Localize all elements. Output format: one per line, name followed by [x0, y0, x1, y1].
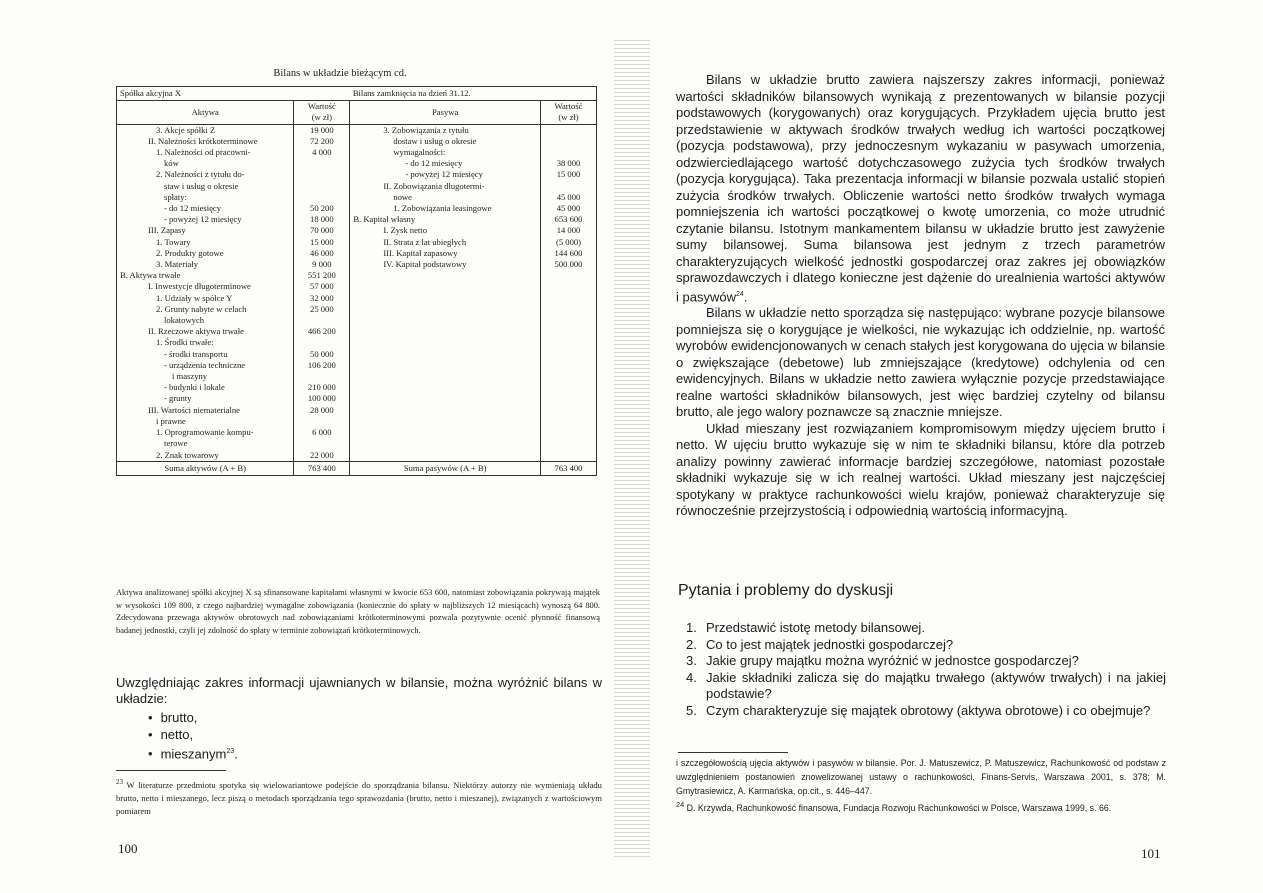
list-item: [686, 620, 1166, 637]
table-row-label: 1. Środki trwałe:: [156, 337, 214, 348]
assets-total-value: 763 400: [294, 461, 350, 475]
table-row-value: [297, 169, 346, 180]
table-row-label: - grunty: [164, 393, 192, 404]
table-row-label: lokatowych: [164, 315, 205, 326]
liabilities-header: Pasywa: [350, 101, 541, 124]
table-row-value: [297, 315, 346, 326]
table-row-label: - do 12 miesięcy: [405, 158, 463, 169]
table-row-value: 50 200: [310, 203, 334, 214]
table-row-value: [297, 192, 346, 203]
table-row-label: 1. Towary: [156, 236, 191, 247]
table-row-label: - środki transportu: [164, 348, 228, 359]
table-row-value: [297, 337, 346, 348]
assets-value-header: [294, 101, 350, 124]
table-row-label: spłaty:: [164, 191, 187, 202]
table-row-label: - do 12 miesięcy: [164, 203, 222, 214]
table-row-value: [297, 181, 346, 192]
table-row-label: I. Inwestycje długoterminowe: [148, 281, 251, 292]
table-caption: Bilans w układzie bieżącym cd.: [273, 68, 407, 79]
table-row-value: 106 200: [307, 359, 336, 370]
list-item: • netto,: [148, 726, 238, 743]
table-row-value: 32 000: [310, 292, 334, 303]
right-footnotes: [676, 756, 1166, 815]
table-row-label: dostaw i usług o okresie: [393, 135, 477, 146]
question-number: 5.: [686, 702, 697, 718]
table-row-value: 70 000: [310, 225, 334, 236]
value-header-line1: Wartość: [554, 101, 583, 112]
table-row-value: 9 000: [312, 259, 332, 270]
table-row-label: i prawne: [156, 415, 186, 426]
table-row-label: 1. Należności od pracowni-: [156, 147, 251, 158]
table-row-label: III. Wartości niematerialne: [148, 404, 240, 415]
page-number-right: 101: [1141, 846, 1161, 861]
table-row-value: 45 000: [556, 191, 581, 202]
table-row-value: 25 000: [310, 303, 334, 314]
balance-title: Bilans zamknięcia na dzień 31.12.: [352, 88, 471, 98]
table-row-value: 45 000: [556, 203, 581, 214]
liabilities-labels-column: [350, 124, 541, 461]
table-row-label: - powyżej 12 miesięcy: [164, 214, 242, 225]
table-row-label: nowe: [393, 191, 412, 202]
table-row-value: 500 000: [554, 259, 583, 270]
table-row-label: 3. Akcje spółki Z: [156, 124, 216, 135]
footnote-continuation: i szczegółowością ujęcia aktywów i pasywów w bilansie. Por. J. Matuszewicz, P. Matuszewicz, Rachunkowość od podstaw z uwzględnieniem postanowień znowelizowanej ustawy o rachunkowości, Finans-Servis, Warszawa 2001, s. 378; M. Gmytrasiewicz, A. Karmańska, op.cit., s. 446–447.: [676, 758, 1166, 796]
table-row-value: [544, 136, 593, 147]
liabilities-total-value: 763 400: [541, 461, 597, 475]
list-item-end: .: [234, 746, 238, 762]
company-name: Spółka akcyjna X: [120, 88, 182, 98]
question-number: 3.: [686, 653, 697, 668]
table-row-value: (5 000): [555, 236, 582, 247]
table-row-value: 4 000: [312, 147, 332, 158]
table-row-label: II. Zobowiązania długotermi-: [383, 180, 485, 191]
question-text: Przedstawić istotę metody bilansowej.: [706, 620, 925, 635]
footnote-number: 23: [116, 778, 123, 786]
list-item: [686, 703, 1166, 720]
company-cell: [117, 87, 350, 101]
question-number: 2.: [686, 636, 697, 652]
list-item: • brutto,: [148, 709, 238, 726]
table-row-value: 6 000: [312, 427, 332, 438]
table-row-value: [297, 371, 346, 382]
list-item: [686, 653, 1166, 670]
footnote-number: 24: [676, 800, 685, 809]
paragraph: Układ mieszany jest rozwiązaniem kompromisowym między ujęciem brutto i netto. W ujęciu brutto wykazuje się w nim te składniki bilansu, które dla potrzeb analizy powinny zawierać informacje bardziej szczegółowe, natomiast pozostałe składniki wykazuje się w ich realnej wartości. Układ mieszany jest najczęściej spotykany w praktyce rachunkowości wielu krajów, ponieważ charakteryzuje się równocześnie przejrzystością i odpowiednią wartością informacyjną.: [676, 420, 1165, 519]
question-text: Co to jest majątek jednostki gospodarczej?: [706, 636, 954, 652]
table-row-label: III. Zapasy: [148, 225, 186, 236]
table-row-value: [297, 158, 346, 169]
footnote-ref: 24: [735, 290, 744, 298]
table-row-label: 2. Produkty gotowe: [156, 247, 224, 258]
table-row-value: [544, 181, 593, 192]
table-row-label: 1. Zobowiązania leasingowe: [393, 203, 492, 214]
table-row-value: 551 200: [307, 270, 336, 281]
paragraph-text: Bilans w układzie brutto zawiera najszerszy zakres informacji, ponieważ wartości składników bilansowych wynikają z prezentowanych w bilansie pozycji podstawowych (korygowanych) oraz korygujących. Przykładem ujęcia brutto jest przedstawienie w aktywach środków trwałych według ich wartości początkowej (pozycja podstawowa), przy jednoczesnym wykazaniu w pasywach umorzenia, odzwierciedlającego wartość dotychczasowego zużycia tych środków trwałych (pozycja korygująca). Taka prezentacja informacji w bilansie pozwala ustalić stopień zużycia środków trwałych. Obliczenie wartości netto środków trwałych wymaga pomniejszenia ich wartości początkowej o kwotę umorzenia, co może utrudnić czytanie bilansu. Istotnym mankamentem bilansu w układzie brutto jest zawyżenie sumy bilansowej. Suma bilansowa jest jednym z trzech parametrów charakteryzujących wielkość jednostki gospodarczej oraz zakres jej obowiązków sprawozdawczych i dlatego konieczne jest dążenie do urealnienia wartości aktywów i pasywów: [676, 72, 1165, 304]
footnote-ref: 23: [226, 748, 235, 755]
table-note: Aktywa analizowanej spółki akcyjnej X są sfinansowane kapitałami własnymi w kwocie 653 600, natomiast zobowiązania pokrywają majątek w wysokości 109 800, z czego najbardziej wymagalne zobowiązania (koniecznie do spłaty w najbliższych 12 miesiącach) wynoszą 64 800. Zdecydowana przewaga aktywów obrotowych nad zobowiązaniami krótkoterminowymi pozwala pozytywnie ocenić płynność finansową badanej jednostki, czyli jej zdolność do spłaty w terminie zobowiązań krótkoterminowych.: [116, 588, 600, 635]
footnote-text: D. Krzywda, Rachunkowość finansowa, Fundacja Rozwoju Rachunkowości w Polsce, Warszawa 1999, s. 66.: [686, 802, 1112, 813]
balance-sheet-table: [116, 86, 597, 476]
table-row-label: B. Aktywa trwałe: [120, 270, 181, 281]
value-header-line1: Wartość: [307, 101, 336, 112]
table-row-label: II. Rzeczowe aktywa trwałe: [148, 326, 244, 337]
table-row-label: IV. Kapitał podstawowy: [383, 259, 467, 270]
question-number: 1.: [686, 620, 697, 635]
table-row-label: 1. Oprogramowanie kompu-: [156, 427, 254, 438]
table-row-label: 1. Udziały w spółce Y: [156, 292, 233, 303]
table-row-value: [297, 438, 346, 449]
table-row-label: - powyżej 12 miesięcy: [405, 169, 483, 180]
table-row-value: [544, 147, 593, 158]
table-row-value: 28 000: [310, 404, 334, 415]
table-row-label: terowe: [164, 438, 188, 449]
question-text: Jakie grupy majątku można wyróżnić w jednostce gospodarczej?: [706, 653, 1079, 668]
question-text: Czym charakteryzuje się majątek obrotowy (aktywa obrotowe) i co obejmuje?: [706, 702, 1151, 718]
table-row-label: 2. Grunty nabyte w celach: [156, 303, 247, 314]
table-row-value: 15 000: [556, 169, 581, 180]
table-row-value: 210 000: [307, 382, 336, 393]
table-row-label: - urządzenia techniczne: [164, 359, 246, 370]
table-row-value: 57 000: [310, 281, 334, 292]
table-row-value: [297, 416, 346, 427]
assets-header: Aktywa: [117, 101, 294, 124]
table-row-value: 46 000: [310, 247, 334, 258]
table-row-label: I. Zysk netto: [383, 225, 427, 236]
table-row-value: 144 600: [554, 247, 583, 258]
table-row-value: 22 000: [310, 449, 334, 460]
list-item: [686, 637, 1166, 654]
list-item: [686, 670, 1166, 703]
table-row-label: ków: [164, 158, 179, 169]
table-row-label: II. Strata z lat ubiegłych: [383, 236, 467, 247]
liabilities-value-header: [541, 101, 597, 124]
question-list: [686, 620, 1166, 719]
assets-total-label: Suma aktywów (A + B): [117, 461, 294, 475]
bullet-list: [148, 709, 238, 762]
list-item: [148, 743, 238, 762]
list-item-text: mieszanym: [160, 746, 227, 762]
footnote-23: [116, 776, 602, 818]
table-row-label: 3. Materiały: [156, 259, 198, 270]
table-row-label: wymagalności:: [393, 147, 446, 158]
footnote-divider: [116, 770, 226, 771]
assets-labels-column: [117, 124, 294, 461]
value-header-line2: (w zł): [311, 112, 332, 123]
footnote-divider: [678, 752, 788, 753]
table-row-value: 466 200: [307, 326, 336, 337]
liabilities-total-label: Suma pasywów (A + B): [350, 461, 541, 475]
table-row-value: 15 000: [310, 236, 334, 247]
body-text: [676, 72, 1165, 520]
table-row-value: 72 200: [310, 135, 334, 146]
value-header-line2: (w zł): [558, 112, 579, 123]
balance-title-cell: [350, 87, 597, 101]
left-page: [0, 0, 630, 893]
table-row-label: - budynki i lokale: [164, 382, 225, 393]
question-text: Jakie składniki zalicza się do majątku trwałego (aktywów trwałych) i na jakiej podstawie?: [706, 669, 1166, 701]
table-row-label: III. Kapitał zapasowy: [383, 247, 458, 258]
table-row-value: 19 000: [310, 124, 334, 135]
table-row-value: 100 000: [307, 393, 336, 404]
paragraph-end: .: [743, 288, 748, 304]
table-row-label: i maszyny: [172, 371, 208, 382]
table-row-label: 2. Należności z tytułu do-: [156, 169, 245, 180]
table-row-label: staw i usług o okresie: [164, 180, 239, 191]
question-number: 4.: [686, 669, 697, 685]
table-row-label: 3. Zobowiązania z tytułu: [383, 124, 469, 135]
intro-paragraph: Uwzględniając zakres informacji ujawnianych w bilansie, można wyróżnić bilans w układzie:: [116, 675, 602, 706]
page-number-left: 100: [118, 841, 138, 856]
liabilities-values-column: [541, 124, 597, 461]
section-heading: Pytania i problemy do dyskusji: [678, 582, 894, 599]
table-row-value: 653 600: [554, 214, 583, 225]
paragraph: Bilans w układzie netto sporządza się następująco: wybrane pozycje bilansowe pomniejsza się o korygujące je wielkości, nie wykazując ich oddzielnie, np. wartość wyrobów ewidencjonowanych w cenach stałych jest korygowana do ujęcia w bilansie o zwiększające (debetowe) lub zmniejszające (kredytowe) odchylenia od cen ewidencyjnych. Bilans w układzie netto zawiera wyłącznie pozycje przedstawiające realne wartości składników bilansowych, jest więc bardziej czytelny od bilansu brutto, ale jego walory poznawcze są znacznie mniejsze.: [676, 305, 1165, 420]
table-row-value: 18 000: [310, 214, 334, 225]
table-row-label: 2. Znak towarowy: [156, 449, 219, 460]
table-row-label: B. Kapitał własny: [353, 214, 416, 225]
table-row-value: 50 000: [310, 348, 334, 359]
table-row-value: [544, 125, 593, 136]
table-row-value: 38 000: [556, 158, 581, 169]
assets-values-column: [294, 124, 350, 461]
table-row-value: 14 000: [556, 225, 581, 236]
table-row-label: II. Należności krótkoterminowe: [148, 135, 258, 146]
footnote-24: [676, 798, 1166, 815]
footnote-text: W literaturze przedmiotu spotyka się wielowariantowe podejście do sporządzania bilansu. Niektórzy autorzy nie wymieniają układu brutto, netto i mieszanego, lecz piszą o metodach sporządzania tego sprawozdania (brutto, netto i mieszanej), związanych z wartościowym pomiarem: [116, 779, 602, 816]
paragraph: [676, 72, 1165, 305]
